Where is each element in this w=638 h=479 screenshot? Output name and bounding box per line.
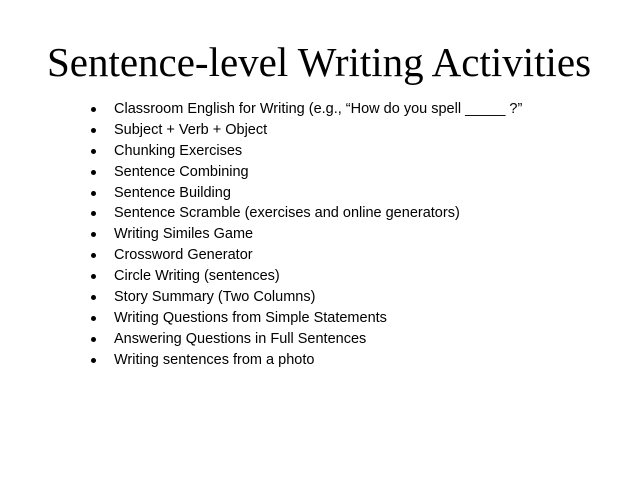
bullet-icon	[91, 170, 96, 175]
list-item	[87, 308, 522, 329]
bullet-icon	[91, 253, 96, 258]
list-item	[87, 266, 522, 287]
list-item	[87, 245, 522, 266]
list-item-text: Subject + Verb + Object	[114, 121, 268, 138]
list-item-text: Sentence Building	[114, 184, 231, 201]
bullet-icon	[91, 232, 96, 237]
list-item-text: Story Summary (Two Columns)	[114, 289, 316, 306]
list-item	[87, 120, 522, 141]
bullet-icon	[91, 274, 96, 279]
list-item	[87, 350, 522, 371]
bullet-icon	[91, 149, 96, 154]
list-item	[87, 183, 522, 204]
bullet-icon	[91, 316, 96, 321]
list-item-text: Crossword Generator	[114, 247, 253, 264]
list-item-text: Sentence Combining	[114, 163, 249, 180]
list-item-text: Classroom English for Writing (e.g., “How do you spell _____ ?”	[114, 101, 523, 117]
bullet-icon	[91, 107, 96, 112]
bullet-icon	[91, 358, 96, 363]
bullet-icon	[91, 191, 96, 196]
list-item-text: Writing Questions from Simple Statements	[114, 309, 387, 326]
list-item-text: Sentence Scramble (exercises and online generators)	[114, 205, 460, 222]
list-item-text: Chunking Exercises	[114, 142, 243, 159]
list-item-text: Writing sentences from a photo	[114, 351, 315, 368]
list-item	[87, 329, 522, 350]
list-item	[87, 99, 522, 120]
bullet-icon	[91, 295, 96, 300]
list-item	[87, 162, 522, 183]
bullet-icon	[91, 337, 96, 342]
bullet-list	[87, 99, 522, 371]
list-item	[87, 141, 522, 162]
list-item-text: Answering Questions in Full Sentences	[114, 330, 367, 347]
list-item	[87, 287, 522, 308]
list-item-text: Writing Similes Game	[114, 226, 254, 243]
list-item	[87, 224, 522, 245]
list-item-text: Circle Writing (sentences)	[114, 268, 280, 285]
list-item	[87, 203, 522, 224]
bullet-icon	[91, 128, 96, 133]
slide-title: Sentence-level Writing Activities	[46, 39, 592, 85]
bullet-icon	[91, 211, 96, 216]
